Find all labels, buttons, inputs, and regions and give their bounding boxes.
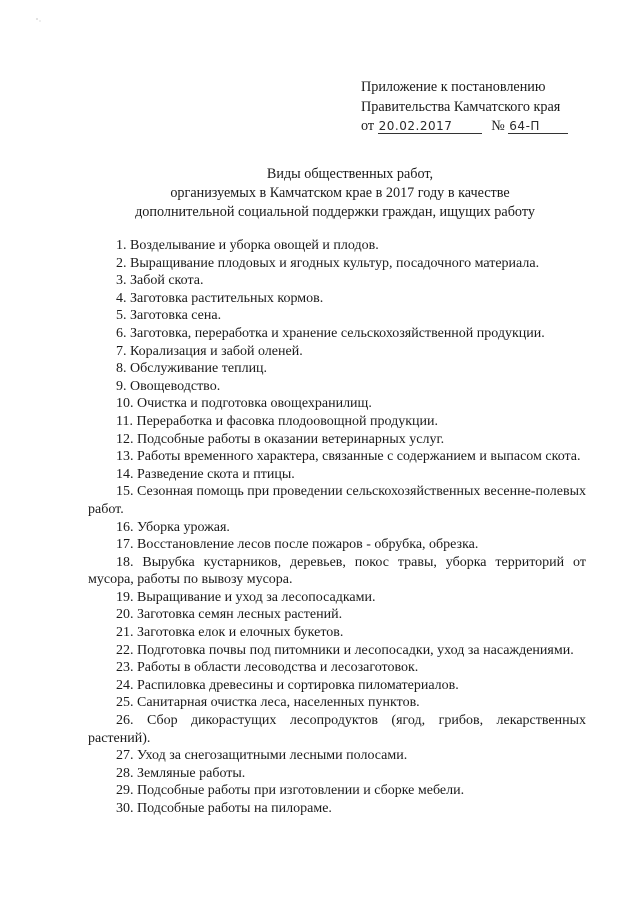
list-item: 22. Подготовка почвы под питомники и лесопосадки, уход за насаждениями. [116, 642, 574, 658]
list-item: 27. Уход за снегозащитными лесными полосами. [116, 748, 408, 764]
list-item: 14. Разведение скота и птицы. [116, 466, 295, 482]
list-item: 30. Подсобные работы на пилораме. [116, 801, 332, 816]
list-item: 18. Вырубка кустарников, деревьев, покос травы, уборка территорий от мусора, работы по вывозу мусора. [88, 554, 586, 588]
handwritten-number: 64-П [508, 119, 568, 134]
attachment-line-2: Правительства Камчатского края [361, 98, 561, 115]
list-item: 10. Очистка и подготовка овощехранилищ. [116, 396, 372, 412]
attachment-header [361, 78, 601, 137]
from-label: от [361, 118, 375, 134]
list-item: 5. Заготовка сена. [116, 308, 222, 324]
list-item: 2. Выращивание плодовых и ягодных культур, посадочного материала. [116, 255, 540, 271]
list-item: 26. Сбор дикорастущих лесопродуктов (ягод, грибов, лекарственных растений). [88, 713, 586, 746]
list-item: 8. Обслуживание теплиц. [116, 361, 268, 377]
list-item: 16. Уборка урожая. [116, 519, 230, 535]
list-item: 20. Заготовка семян лесных растений. [116, 607, 343, 623]
list-item: 4. Заготовка растительных кормов. [116, 290, 324, 306]
list-item: 24. Распиловка древесины и сортировка пиломатериалов. [116, 677, 459, 693]
title-line-2: организуемых в Камчатском крае в 2017 году в качестве [170, 185, 510, 201]
list-item: 3. Забой скота. [116, 273, 204, 289]
list-item: 17. Восстановление лесов после пожаров - обрубка, обрезка. [116, 537, 479, 553]
list-item: 15. Сезонная помощь при проведении сельскохозяйственных весенне-полевых работ. [88, 484, 586, 517]
scan-speck-marks [36, 18, 42, 24]
list-item: 29. Подсобные работы при изготовлении и сборке мебели. [116, 783, 465, 799]
document-title [100, 165, 570, 222]
attachment-line-1: Приложение к постановлению [361, 79, 546, 95]
list-item: 9. Овощеводство. [116, 378, 221, 394]
attachment-line-3 [361, 117, 601, 137]
list-item: 21. Заготовка елок и елочных букетов. [116, 625, 344, 641]
work-types-list [88, 237, 586, 818]
list-item: 12. Подсобные работы в оказании ветеринарных услуг. [116, 431, 445, 447]
list-item: 25. Санитарная очистка леса, населенных пунктов. [116, 695, 420, 711]
title-line-3: дополнительной социальной поддержки граждан, ищущих работу [135, 204, 535, 220]
list-item: 7. Корализация и забой оленей. [116, 343, 303, 359]
list-item: 13. Работы временного характера, связанные с содержанием и выпасом скота. [116, 449, 581, 465]
title-line-1: Виды общественных работ, [266, 166, 434, 182]
list-item: 19. Выращивание и уход за лесопосадками. [116, 589, 376, 605]
handwritten-date: 20.02.2017 [378, 119, 482, 134]
number-label: № [491, 118, 505, 134]
list-item: 1. Возделывание и уборка овощей и плодов. [116, 238, 379, 253]
list-item: 23. Работы в области лесоводства и лесозаготовок. [116, 660, 419, 676]
list-item: 11. Переработка и фасовка плодоовощной продукции. [116, 413, 438, 429]
list-item: 28. Земляные работы. [116, 765, 246, 781]
list-item: 6. Заготовка, переработка и хранение сельскохозяйственной продукции. [116, 325, 545, 341]
